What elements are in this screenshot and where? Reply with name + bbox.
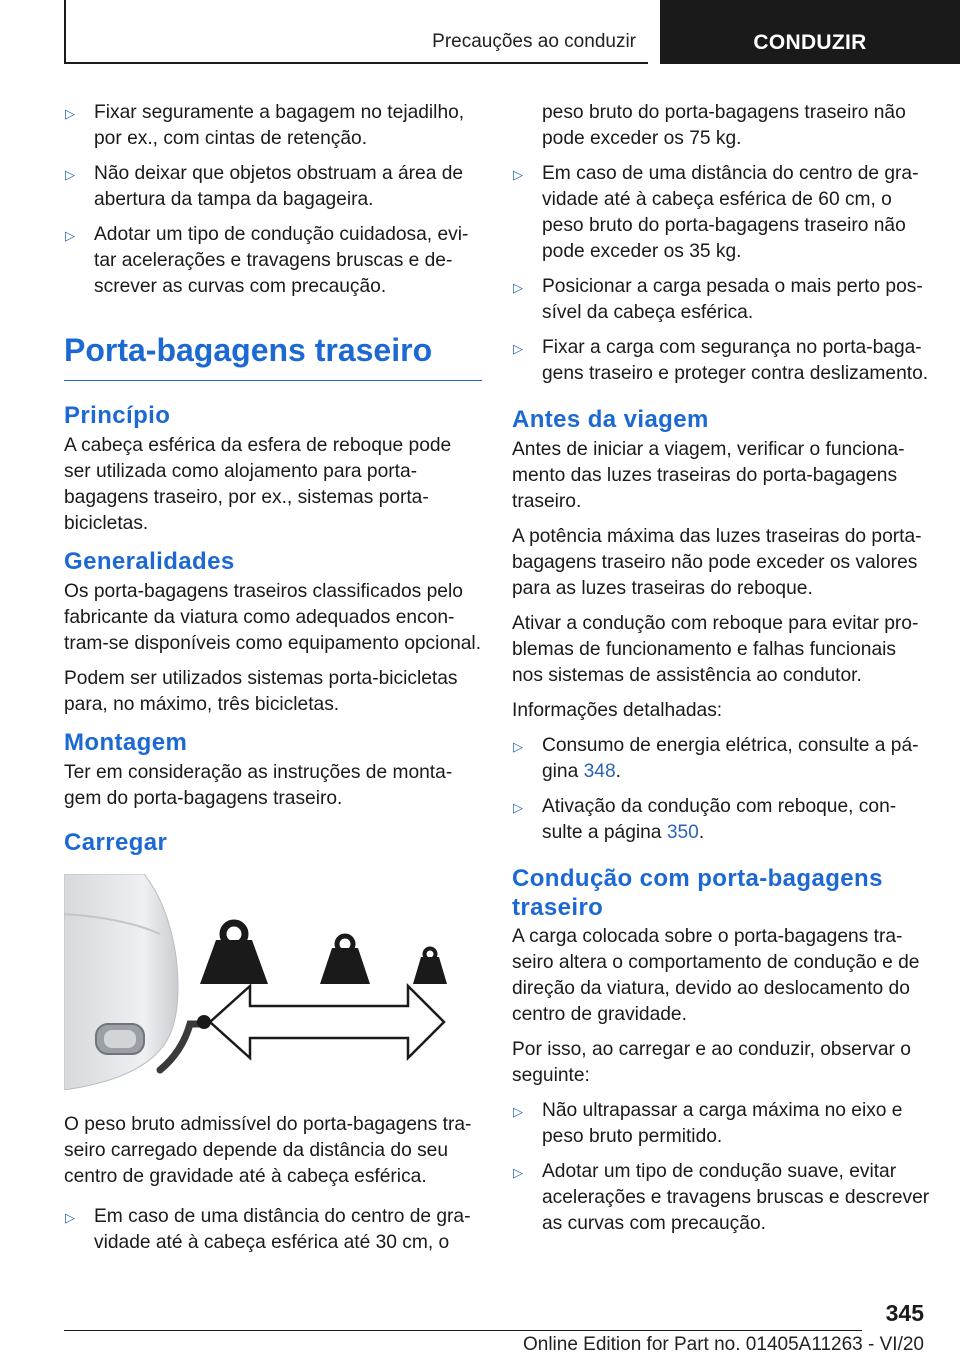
header-chapter-tab[interactable]: CONDUZIR bbox=[660, 0, 960, 64]
list-item: ▷ Fixar a carga com segurança no porta-bagagens traseiro e proteger contra deslizamento. bbox=[513, 337, 929, 384]
list-item: ▷ Posicionar a carga pesada o mais perto possível da cabeça esférica. bbox=[513, 276, 923, 323]
load-distance-illustration bbox=[64, 874, 478, 1090]
footer-rule bbox=[64, 1330, 862, 1331]
weight-small-icon bbox=[413, 949, 447, 985]
list-item: ▷ Não deixar que objetos obstruam a área de abertura da tampa da bagageira. bbox=[65, 163, 464, 210]
conducao-bullet-list bbox=[512, 1098, 930, 1237]
weight-medium-icon bbox=[320, 936, 370, 984]
antes-para-3: Ativar a condução com reboque para evitar problemas de funcionamento e falhas funcionais nos sistemas de assistência ao condutor. bbox=[512, 613, 919, 686]
list-item-continued: peso bruto do porta-bagagens traseiro não pode exceder os 75 kg. bbox=[542, 102, 906, 149]
principio-text: A cabeça esférica da esfera de reboque pode ser utilizada como alojamento para porta-bagagens traseiro, por ex., sistemas porta-bicicletas. bbox=[64, 435, 452, 534]
page-link-350[interactable]: 350 bbox=[666, 822, 699, 843]
bullet-triangle-icon: ▷ bbox=[65, 106, 75, 121]
weight-large-icon bbox=[200, 923, 268, 984]
conducao-para-1: A carga colocada sobre o porta-bagagens traseiro altera o comportamento de condução e de direção da viatura, devido ao deslocamento do centro de gravidade. bbox=[512, 926, 920, 1025]
antes-para-4: Informações detalhadas: bbox=[512, 700, 723, 721]
heading-conducao: Condução com porta-bagagens traseiro bbox=[512, 865, 883, 921]
antes-para-2: A potência máxima das luzes traseiras do porta-bagagens traseiro não pode exceder os valores para as luzes traseiras do reboque. bbox=[512, 526, 922, 599]
weight-bullet-list bbox=[512, 100, 930, 387]
bullet-triangle-icon: ▷ bbox=[513, 739, 523, 754]
car-bumper-shape bbox=[64, 874, 178, 1090]
bullet-triangle-icon: ▷ bbox=[65, 167, 75, 182]
bullet-triangle-icon: ▷ bbox=[513, 341, 523, 356]
right-column bbox=[512, 100, 930, 1246]
conducao-para-2: Por isso, ao carregar e ao conduzir, observar o seguinte: bbox=[512, 1039, 911, 1086]
heading-generalidades: Generalidades bbox=[64, 548, 235, 575]
header-bottom-rule bbox=[64, 62, 648, 64]
page-link-348[interactable]: 348 bbox=[583, 761, 616, 782]
carregar-bullet-list bbox=[64, 1204, 482, 1256]
bullet-triangle-icon: ▷ bbox=[65, 1210, 75, 1225]
montagem-text: Ter em consideração as instruções de montagem do porta-bagagens traseiro. bbox=[64, 762, 453, 809]
bullet-triangle-icon: ▷ bbox=[513, 167, 523, 182]
heading-principio: Princípio bbox=[64, 402, 171, 429]
bullet-triangle-icon: ▷ bbox=[513, 1104, 523, 1119]
section-title: Porta-bagagens traseiro bbox=[64, 330, 482, 381]
generalidades-para-1: Os porta-bagagens traseiros classificados pelo fabricante da viatura como adequados encontram-se disponíveis como equipamento opcional. bbox=[64, 581, 482, 654]
page-number: 345 bbox=[885, 1300, 924, 1326]
header-section-title: Precauções ao conduzir bbox=[432, 31, 636, 52]
list-item: ▷ Não ultrapassar a carga máxima no eixo e peso bruto permitido. bbox=[513, 1100, 903, 1147]
reference-bullet-list bbox=[512, 733, 930, 846]
generalidades-para-2: Podem ser utilizados sistemas porta-bicicletas para, no máximo, três bicicletas. bbox=[64, 668, 458, 715]
list-item: ▷ Fixar seguramente a bagagem no tejadilho, por ex., com cintas de retenção. bbox=[65, 102, 465, 149]
distance-arrow bbox=[210, 986, 444, 1058]
heading-carregar: Carregar bbox=[64, 829, 168, 856]
heading-montagem: Montagem bbox=[64, 729, 188, 756]
heading-antes-da-viagem: Antes da viagem bbox=[512, 406, 709, 433]
list-item: ▷ Ativação da condução com reboque, consulte a página 350. bbox=[513, 796, 897, 843]
list-item: ▷ Adotar um tipo de condução cuidadosa, evitar acelerações e travagens bruscas e descrever as curvas com precaução. bbox=[65, 224, 469, 297]
intro-bullet-list bbox=[64, 100, 482, 300]
bullet-triangle-icon: ▷ bbox=[513, 280, 523, 295]
bullet-triangle-icon: ▷ bbox=[513, 1165, 523, 1180]
list-item: ▷ Consumo de energia elétrica, consulte a página 348. bbox=[513, 735, 919, 782]
list-item: ▷ Em caso de uma distância do centro de gravidade até à cabeça esférica de 60 cm, o peso bruto do porta-bagagens traseiro não pode exceder os 35 kg. bbox=[513, 163, 919, 262]
list-item: ▷ Adotar um tipo de condução suave, evitar acelerações e travagens bruscas e descrever as curvas com precaução. bbox=[513, 1161, 930, 1234]
antes-para-1: Antes de iniciar a viagem, verificar o funcionamento das luzes traseiras do porta-bagagens traseiro. bbox=[512, 439, 905, 512]
left-column bbox=[64, 100, 482, 1265]
bullet-triangle-icon: ▷ bbox=[513, 800, 523, 815]
carregar-text: O peso bruto admissível do porta-bagagens traseiro carregado depende da distância do seu centro de gravidade até à cabeça esférica. bbox=[64, 1114, 472, 1187]
footer-edition: Online Edition for Part no. 01405A11263 - VI/20 bbox=[522, 1334, 924, 1355]
list-item: ▷ Em caso de uma distância do centro de gravidade até à cabeça esférica até 30 cm, o bbox=[65, 1206, 471, 1253]
bullet-triangle-icon: ▷ bbox=[65, 228, 75, 243]
